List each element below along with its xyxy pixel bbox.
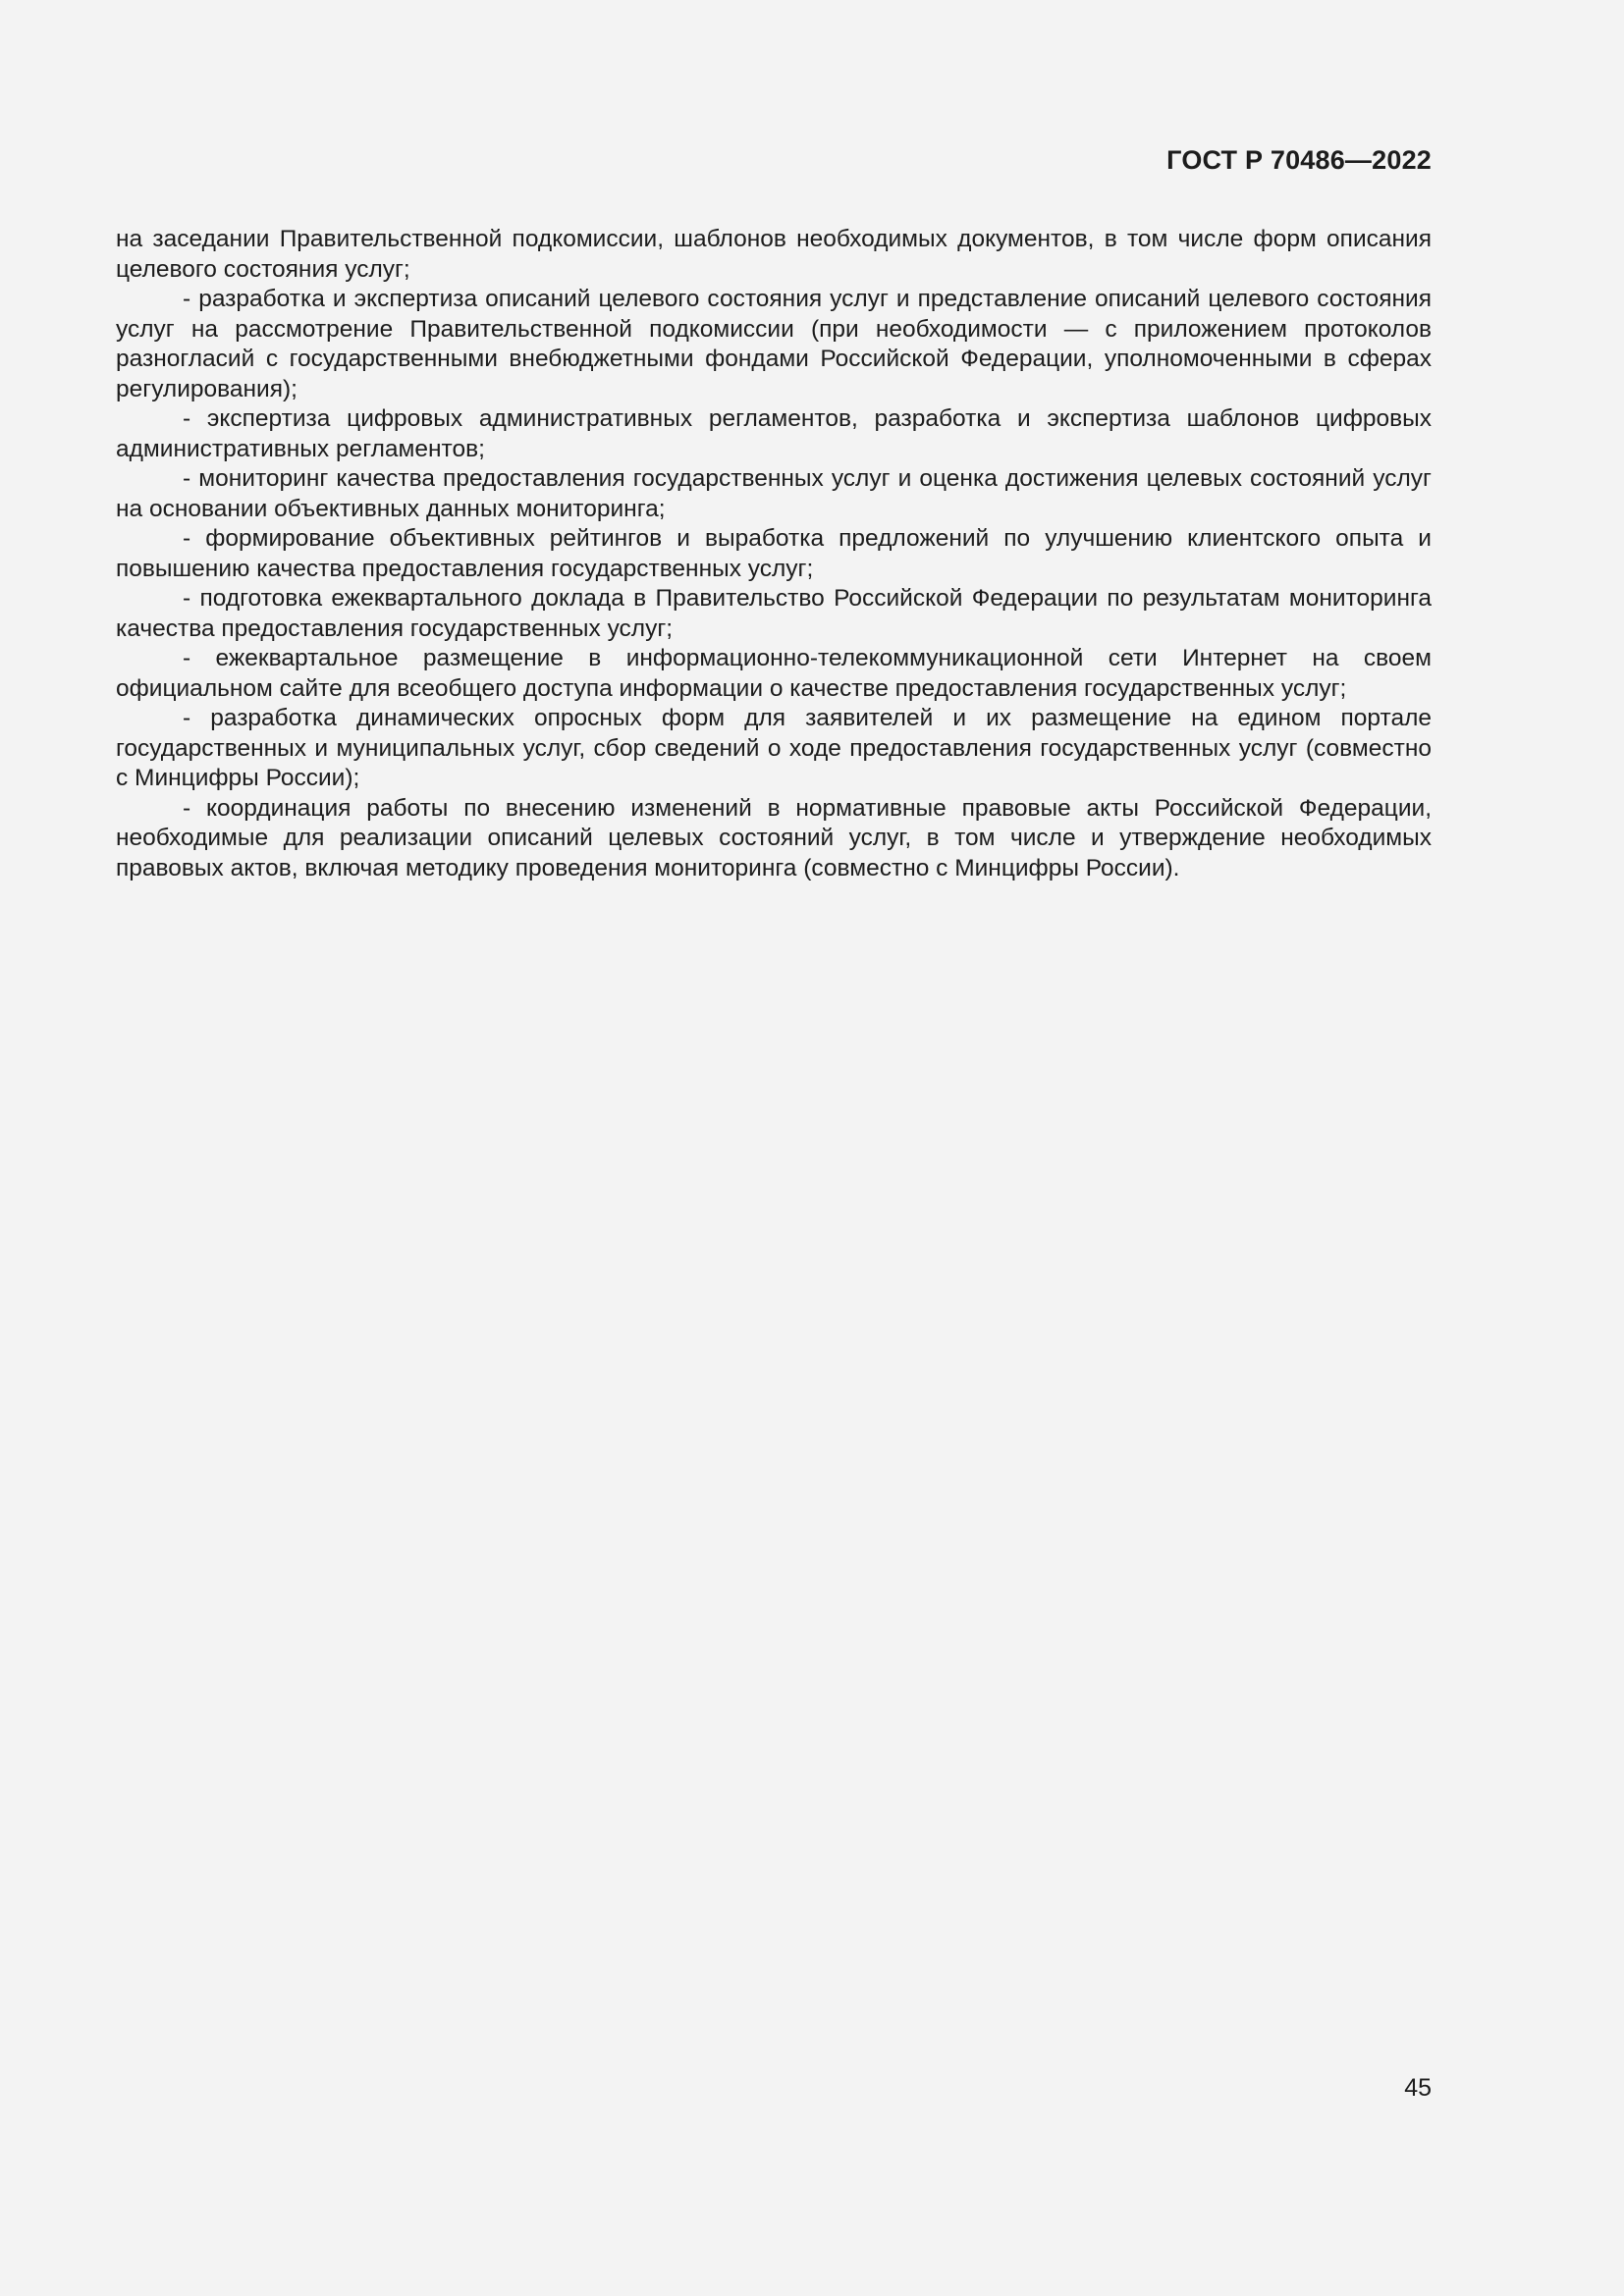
list-item: - ежеквартальное размещение в информационно-телекоммуникационной сети Интернет на своем официальном сайте для всеобщего доступа информации о качестве предоставления государственных услуг;: [116, 645, 1432, 702]
paragraph-continuation: на заседании Правительственной подкомиссии, шаблонов необходимых документов, в том числе форм описания целевого состояния услуг;: [116, 226, 1432, 283]
list-item: - разработка и экспертиза описаний целевого состояния услуг и представление описаний целевого состояния услуг на рассмотрение Правительственной подкомиссии (при необходимости — с приложением протоколов разногласий с государственными внебюджетными фондами Российской Федерации, уполномоченными в сферах регулирования);: [116, 286, 1432, 402]
list-item: - формирование объективных рейтингов и выработка предложений по улучшению клиентского опыта и повышению качества предоставления государственных услуг;: [116, 525, 1432, 582]
list-item: - экспертиза цифровых административных регламентов, разработка и экспертиза шаблонов цифровых административных регламентов;: [116, 405, 1432, 462]
list-item: - мониторинг качества предоставления государственных услуг и оценка достижения целевых состояний услуг на основании объективных данных мониторинга;: [116, 465, 1432, 522]
list-item: - подготовка ежеквартального доклада в Правительство Российской Федерации по результатам мониторинга качества предоставления государственных услуг;: [116, 585, 1432, 642]
list-item: - разработка динамических опросных форм для заявителей и их размещение на едином портале государственных и муниципальных услуг, сбор сведений о ходе предоставления государственных услуг (совместно с Минцифры России);: [116, 705, 1432, 791]
page-number: 45: [1404, 2074, 1432, 2102]
document-code-header: ГОСТ Р 70486—2022: [1166, 145, 1432, 175]
list-item: - координация работы по внесению изменений в нормативные правовые акты Российской Федерации, необходимые для реализации описаний целевых состояний услуг, в том числе и утверждение необходимых правовых актов, включая методику проведения мониторинга (совместно с Минцифры России).: [116, 794, 1432, 881]
document-body: [116, 225, 1432, 883]
